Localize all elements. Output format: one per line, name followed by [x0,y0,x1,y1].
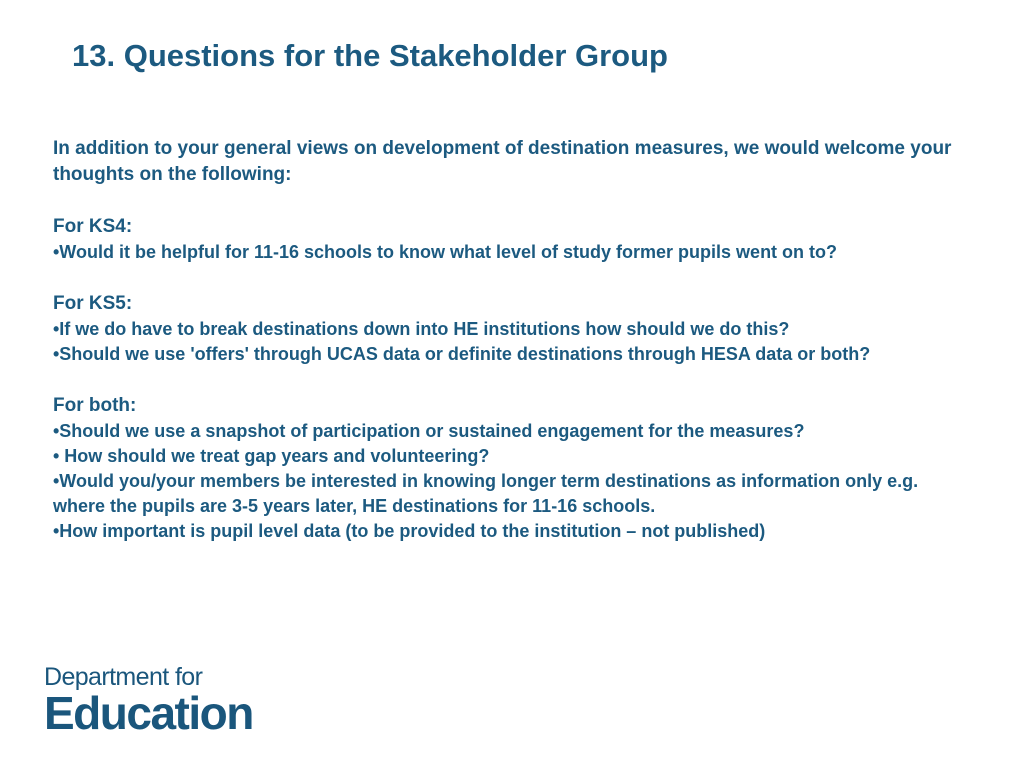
slide-content [53,136,973,544]
slide-title: 13. Questions for the Stakeholder Group [72,38,668,73]
bullet-item: •Would you/your members be interested in knowing longer term destinations as information only e.g. where the pupils are 3-5 years later, HE destinations for 11-16 schools. [53,471,919,516]
bullet-item: •Should we use a snapshot of participation or sustained engagement for the measures? [53,421,805,441]
section-heading: For both: [53,395,137,416]
bullet-item: •If we do have to break destinations down into HE institutions how should we do this? [53,319,790,339]
bullet-list [53,317,973,367]
section-heading: For KS5: [53,293,133,314]
dfe-logo [44,663,253,739]
bullet-item: •How important is pupil level data (to be provided to the institution – not published) [53,521,766,541]
bullet-list [53,240,973,265]
intro-text: In addition to your general views on development of destination measures, we would welcome your thoughts on the following: [53,138,952,185]
section-ks4 [53,214,973,265]
section-heading: For KS4: [53,216,133,237]
bullet-item: • How should we treat gap years and volunteering? [53,446,490,466]
section-both [53,393,973,544]
bullet-item: •Would it be helpful for 11-16 schools to know what level of study former pupils went on to? [53,242,838,262]
logo-line-department: Department for [44,663,203,691]
bullet-item: •Should we use 'offers' through UCAS data or definite destinations through HESA data or both? [53,344,871,364]
bullet-list [53,419,973,544]
logo-line-education: Education [44,687,253,739]
section-ks5 [53,291,973,367]
